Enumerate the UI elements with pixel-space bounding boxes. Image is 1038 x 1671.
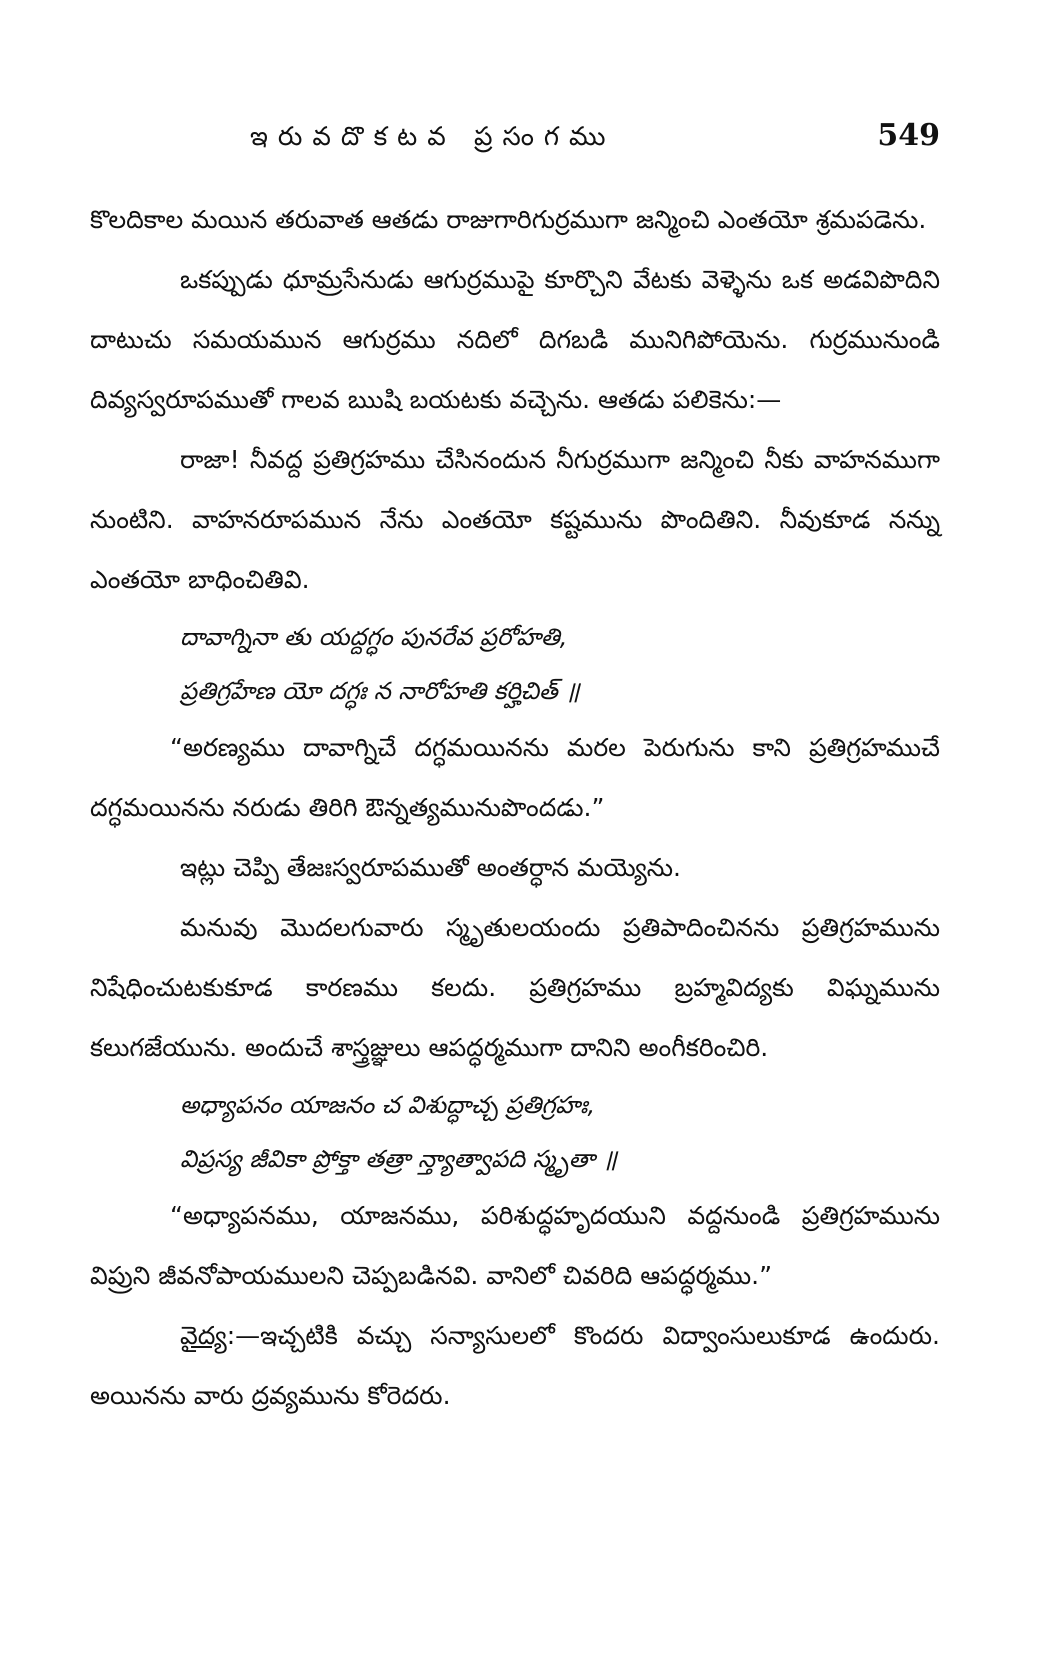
- verse-translation: “అధ్యాపనము, యాజనము, పరిశుద్ధహృదయుని వద్దనుండి ప్రతిగ్రహమును విప్రుని జీవనోపాయములని చెప్పబడినవి. వానిలో చివరిది ఆపద్ధర్మము.”: [90, 1201, 940, 1290]
- paragraph-text: :—ఇచ్చటికి వచ్చు సన్యాసులలో కొందరు విద్వాంసులుకూడ ఉందురు. అయినను వారు ద్రవ్యమును కోరెదరు.: [90, 1321, 940, 1410]
- verse-line: విప్రస్య జీవికా ప్రోక్తా తత్రా న్త్యాత్వాపది స్మృతా ॥: [180, 1145, 617, 1173]
- verse-line: దావాగ్నినా తు యద్దగ్ధం పునరేవ ప్రరోహతి,: [180, 623, 568, 651]
- paragraph: మనువు మొదలగువారు స్మృతులయందు ప్రతిపాదించినను ప్రతిగ్రహమును నిషేధించుటకుకూడ కారణము కలదు. ప్రతిగ్రహము బ్రహ్మవిద్యకు విఘ్నమును కలుగజేయును. అందుచే శాస్త్రజ్ఞులు ఆపద్ధర్మముగా దానిని అంగీకరించిరి.: [90, 913, 940, 1062]
- section-term: వైద్య: [180, 1321, 227, 1350]
- paragraph: ఇట్లు చెప్పి తేజఃస్వరూపముతో అంతర్ధాన మయ్యెను.: [180, 853, 681, 882]
- sanskrit-verse: [90, 610, 940, 718]
- paragraph: రాజా! నీవద్ద ప్రతిగ్రహము చేసినందున నీగుర్రముగా జన్మించి నీకు వాహనముగా నుంటిని. వాహనరూపమున నేను ఎంతయో కష్టమును పొందితిని. నీవుకూడ నన్ను ఎంతయో బాధించితివి.: [90, 445, 940, 594]
- paragraph: [90, 1306, 940, 1426]
- verse-line: అధ్యాపనం యాజనం చ విశుద్ధాచ్చ ప్రతిగ్రహః,: [180, 1091, 596, 1119]
- page-number: 549: [877, 118, 940, 153]
- paragraph: కొలదికాల మయిన తరువాత ఆతడు రాజుగారిగుర్రముగా జన్మించి ఎంతయో శ్రమపడెను.: [90, 205, 927, 234]
- page-header: [200, 118, 940, 158]
- paragraph: ఒకప్పుడు ధూమ్రసేనుడు ఆగుర్రముపై కూర్చొని వేటకు వెళ్ళెను ఒక అడవిపొదిని దాటుచు సమయమున ఆగుర్రము నదిలో దిగబడి మునిగిపోయెను. గుర్రమునుండి దివ్యస్వరూపముతో గాలవ ఋషి బయటకు వచ్చెను. ఆతడు పలికెను:—: [90, 265, 940, 414]
- verse-translation: “అరణ్యము దావాగ్నిచే దగ్ధమయినను మరల పెరుగును కాని ప్రతిగ్రహముచే దగ్ధమయినను నరుడు తిరిగి ఔన్నత్యమునుపొందడు.”: [90, 733, 940, 822]
- running-head: ఇరువదొకటవ ప్రసంగము: [250, 122, 616, 152]
- sanskrit-verse: [90, 1078, 940, 1186]
- page-body: [90, 190, 940, 1426]
- verse-line: ప్రతిగ్రహేణ యో దగ్ధః న నారోహతి కర్హిచిత్ ॥: [180, 677, 580, 705]
